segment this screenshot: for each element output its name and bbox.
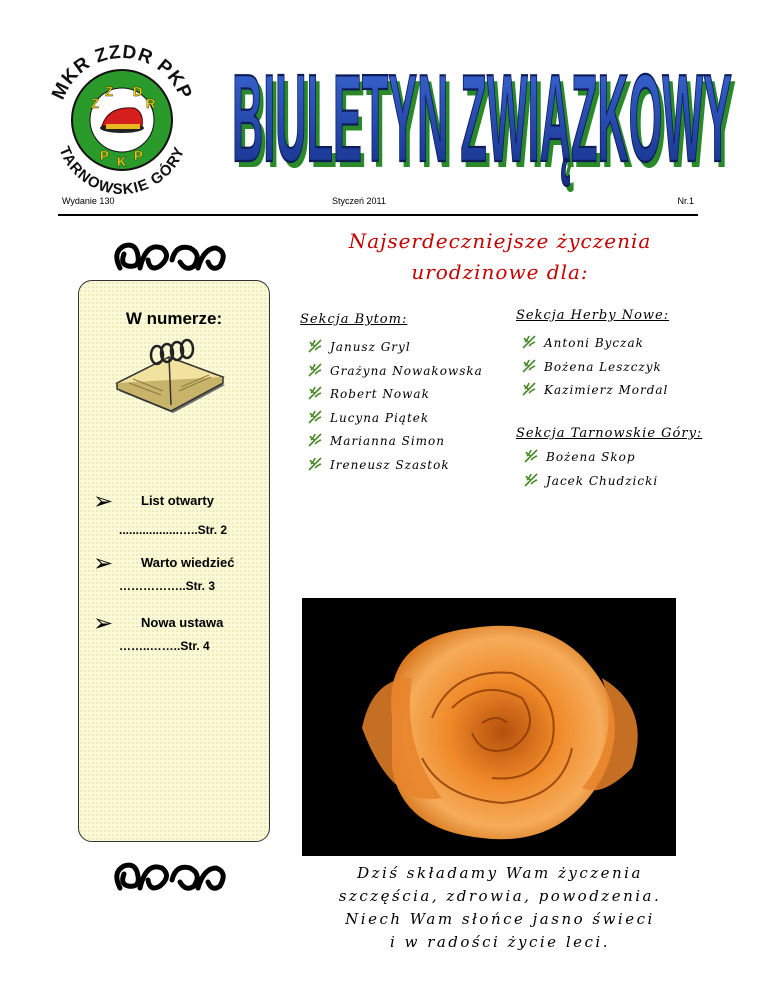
leaf-bullet-icon: [520, 357, 538, 375]
leaf-bullet-icon: [520, 333, 538, 351]
issue-date: Styczeń 2011: [332, 196, 386, 206]
toc-item-label: Nowa ustawa: [141, 615, 224, 630]
logo-letter: D: [133, 84, 143, 99]
toc-item-page: ..................…..Str. 2: [119, 523, 228, 537]
list-item: Lucyna Piątek: [306, 411, 483, 435]
toc-item-page: ……..……..Str. 4: [119, 639, 210, 653]
banner-title: BIULETYN ZWIĄZKOWY: [232, 48, 733, 188]
leaf-bullet-icon: [306, 361, 324, 379]
logo-top-text: MKR ZZDR PKP: [48, 41, 196, 103]
issue-number: Nr.1: [677, 196, 694, 206]
leaf-bullet-icon: [306, 384, 324, 402]
names-list-herby-nowe: [520, 336, 668, 407]
top-ornament: [110, 238, 230, 278]
rose-photo: [302, 598, 676, 856]
logo-letter: P: [134, 148, 143, 163]
sidebar-title: W numerze:: [125, 309, 223, 328]
poem-line: Dziś składamy Wam życzenia: [357, 864, 643, 882]
leaf-bullet-icon: [520, 380, 538, 398]
leaf-bullet-icon: [306, 455, 324, 473]
names-list-tarnowskie-gory: [522, 450, 658, 497]
logo-letter: K: [117, 154, 127, 169]
leaf-bullet-icon: [306, 337, 324, 355]
logo-letter: P: [100, 148, 109, 163]
edition-label: Wydanie 130: [62, 196, 115, 206]
notebook-icon: [111, 333, 231, 418]
poem-line: szczęścia, zdrowia, powodzenia.: [338, 887, 662, 905]
list-item: Grażyna Nowakowska: [306, 364, 483, 388]
headline-line: urodzinowe dla:: [411, 260, 589, 284]
toc-item-label: Warto wiedzieć: [141, 555, 235, 570]
leaf-bullet-icon: [522, 471, 540, 489]
bottom-ornament: [110, 858, 230, 898]
headline-line: Najserdeczniejsze życzenia: [348, 229, 652, 253]
leaf-bullet-icon: [522, 447, 540, 465]
toc-item-label: List otwarty: [141, 493, 214, 508]
arrow-bullet-icon: ➢: [93, 549, 114, 577]
header-divider: [58, 214, 698, 216]
in-this-issue-box: [78, 280, 270, 842]
leaf-bullet-icon: [306, 408, 324, 426]
list-item: Bożena Skop: [522, 450, 658, 474]
section-title-bytom: Sekcja Bytom:: [300, 312, 408, 327]
names-list-bytom: [306, 340, 483, 481]
leaf-bullet-icon: [306, 431, 324, 449]
list-item: Robert Nowak: [306, 387, 483, 411]
issue-info-row: [58, 196, 698, 212]
logo-letter: R: [146, 96, 156, 111]
toc-item-page: ……………..Str. 3: [119, 579, 216, 593]
list-item: Jacek Chudzicki: [522, 474, 658, 498]
list-item: Marianna Simon: [306, 434, 483, 458]
list-item: Antoni Byczak: [520, 336, 668, 360]
arrow-bullet-icon: ➢: [93, 487, 114, 515]
section-title-tarnowskie-gory: Sekcja Tarnowskie Góry:: [516, 426, 703, 441]
birthday-poem: [300, 862, 700, 954]
birthday-headline: [300, 226, 700, 288]
arrow-bullet-icon: ➢: [93, 609, 114, 637]
logo-letter: Z: [105, 84, 113, 99]
poem-line: i w radości życie leci.: [390, 933, 610, 951]
list-item: Bożena Leszczyk: [520, 360, 668, 384]
logo-bottom-text: TARNOWSKIE GÓRY: [55, 143, 189, 199]
list-item: Janusz Gryl: [306, 340, 483, 364]
poem-line: Niech Wam słońce jasno świeci: [345, 910, 655, 928]
list-item: Ireneusz Szastok: [306, 458, 483, 482]
newsletter-title-banner: [220, 40, 740, 195]
list-item: Kazimierz Mordal: [520, 383, 668, 407]
section-title-herby-nowe: Sekcja Herby Nowe:: [516, 308, 670, 323]
union-logo: [38, 36, 206, 204]
banner-title-shadow: BIULETYN ZWIĄZKOWY: [236, 54, 737, 194]
logo-letter: Z: [91, 96, 99, 111]
